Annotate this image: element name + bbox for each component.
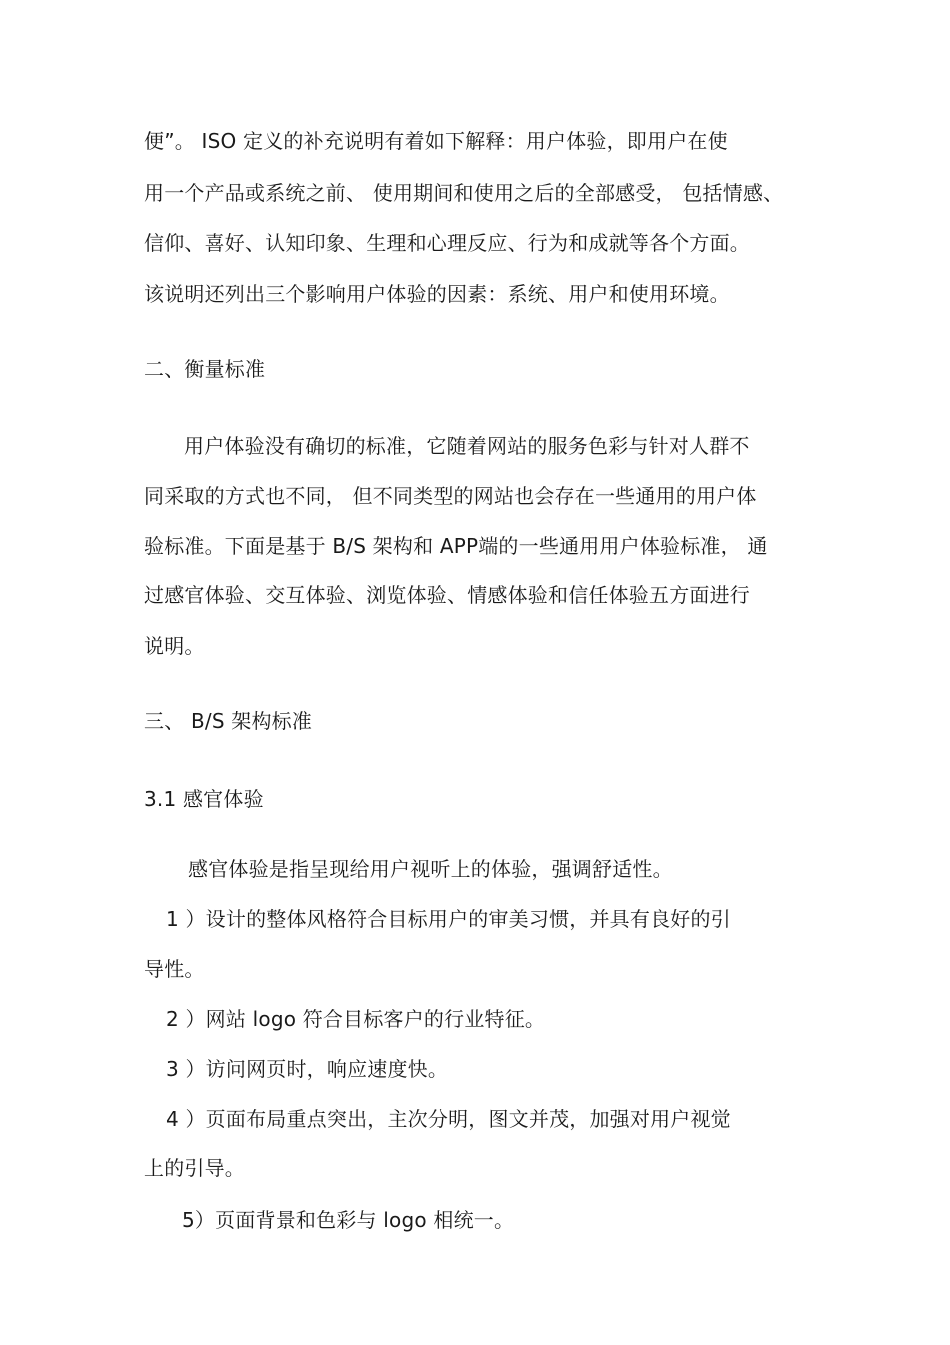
list-item-4-line-1: 4 ）页面布局重点突出，主次分明，图文并茂，加强对用户视觉 (166, 1107, 731, 1131)
subsection-heading-sensory: 3.1 感官体验 (144, 787, 264, 811)
subsection-intro: 感官体验是指呈现给用户视听上的体验，强调舒适性。 (188, 857, 673, 881)
list-item-1-line-1: 1 ）设计的整体风格符合目标用户的审美习惯，并具有良好的引 (166, 907, 731, 931)
intro-line-2: 用一个产品或系统之前、 使用期间和使用之后的全部感受， 包括情感、 (144, 181, 784, 205)
list-item-1-line-2: 导性。 (144, 957, 205, 981)
intro-line-4: 该说明还列出三个影响用户体验的因素：系统、用户和使用环境。 (144, 282, 730, 306)
intro-line-1: 便”。 ISO 定义的补充说明有着如下解释：用户体验，即用户在使 (144, 129, 728, 153)
section2-line-3: 验标准。下面是基于 B/S 架构和 APP端的一些通用用户体验标准， 通 (144, 534, 768, 558)
section2-line-1: 用户体验没有确切的标准，它随着网站的服务色彩与针对人群不 (184, 434, 750, 458)
section-heading-bs-architecture: 三、 B/S 架构标准 (144, 709, 313, 733)
intro-line-3: 信仰、喜好、认知印象、生理和心理反应、行为和成就等各个方面。 (144, 231, 750, 255)
list-item-4-line-2: 上的引导。 (144, 1156, 245, 1180)
list-item-3: 3 ）访问网页时，响应速度快。 (166, 1057, 449, 1081)
section2-line-2: 同采取的方式也不同， 但不同类型的网站也会存在一些通用的用户体 (144, 484, 757, 508)
section-heading-measurement: 二、衡量标准 (144, 357, 266, 381)
section2-line-4: 过感官体验、交互体验、浏览体验、情感体验和信任体验五方面进行 (144, 583, 750, 607)
list-item-2: 2 ）网站 logo 符合目标客户的行业特征。 (166, 1007, 546, 1031)
section2-line-5: 说明。 (144, 634, 205, 658)
list-item-5: 5）页面背景和色彩与 logo 相统一。 (182, 1208, 515, 1232)
